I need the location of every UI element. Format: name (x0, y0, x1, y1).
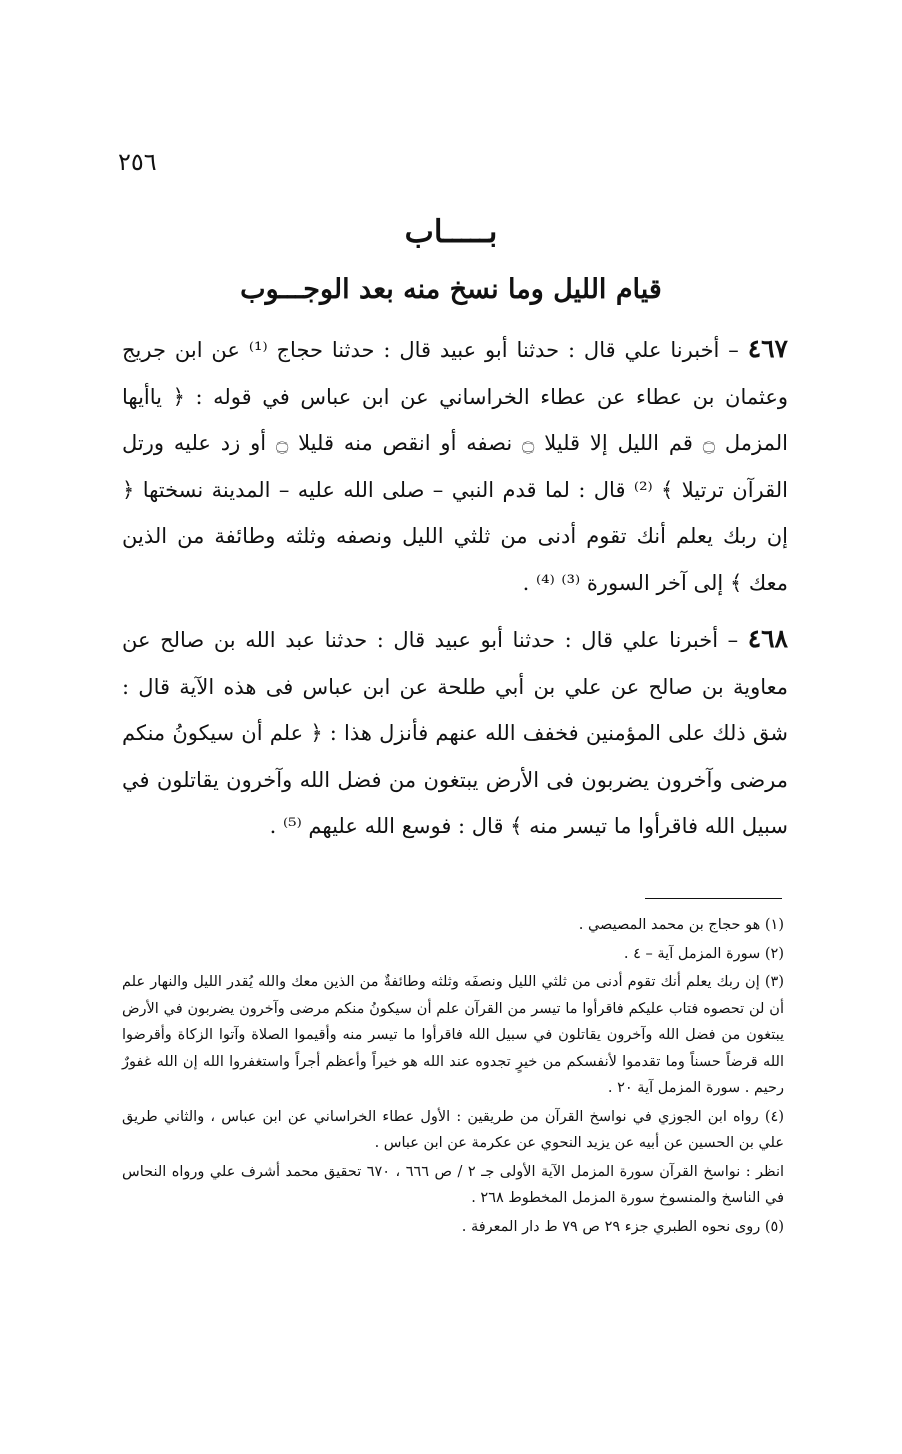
footnotes (122, 912, 784, 1242)
hadith-text: – أخبرنا علي قال : حدثنا أبو عبيد قال : حدثنا عبد الله بن صالح عن معاوية بن صالح عن علي بن أبي طلحة عن ابن عباس فى هذه الآية قال : شق ذلك على المؤمنين فخفف الله عنهم فأنزل هذا : ﴿ علم أن سيكونُ منكم مرضى وآخرون يضربون فى الأرض يبتغون من فضل الله وآخرون يقاتلون في سبيل الله فاقرأوا ما تيسر منه ﴾ قال : فوسع الله عليهم ⁽⁵⁾ . (122, 628, 788, 838)
footnote: (٥) روى نحوه الطبري جزء ٢٩ ص ٧٩ ط دار المعرفة . (461, 1218, 784, 1235)
footnote: (٢) سورة المزمل آية – ٤ . (623, 945, 784, 962)
hadith-number: ٤٦٧ (747, 334, 788, 363)
footnote: (١) هو حجاج بن محمد المصيصي . (578, 917, 784, 933)
hadith-paragraph (122, 616, 788, 850)
hadith-paragraph (122, 326, 788, 606)
chapter-title: قيام الليل وما نسخ منه بعد الوجـــوب (240, 274, 662, 305)
footnote: (٤) رواه ابن الجوزي في نواسخ القرآن من طريقين : الأول عطاء الخراساني عن ابن عباس ، والثاني طريق علي بن الحسين عن أبيه عن يزيد النحوي عن عكرمة عن ابن عباس . (122, 1108, 784, 1151)
footnote-divider (645, 898, 782, 899)
section-heading: بـــــاب (404, 214, 498, 250)
hadith-text: – أخبرنا علي قال : حدثنا أبو عبيد قال : حدثنا حجاج ⁽¹⁾ عن ابن جريج وعثمان بن عطاء عن عطاء الخراساني عن ابن عباس في قوله : ﴿ ياأيها المزمل ۝ قم الليل إلا قليلا ۝ نصفه أو انقص منه قليلا ۝ أو زد عليه ورتل القرآن ترتيلا ﴾ ⁽²⁾ قال : لما قدم النبي – صلى الله عليه – المدينة نسختها ﴿ إن ربك يعلم أنك تقوم أدنى من ثلثي الليل ونصفه وثلثه وطائفة من الذين معك ﴾ إلى آخر السورة ⁽³⁾ ⁽⁴⁾ . (122, 338, 788, 595)
footnote: انظر : نواسخ القرآن سورة المزمل الآية الأولى جـ ٢ / ص ٦٦٦ ، ٦٧٠ تحقيق محمد أشرف علي ورواه النحاس في الناسخ والمنسوخ سورة المزمل المخطوط ٢٦٨ . (122, 1163, 785, 1206)
main-text (122, 326, 788, 860)
hadith-number: ٤٦٨ (747, 624, 788, 653)
footnote: (٣) إن ربك يعلم أنك تقوم أدنى من ثلثي الليل ونصفَه وثلثه وطائفةٌ من الذين معك والله يُقدر الليل والنهار علم أن لن تحصوه فتاب عليكم فاقرأوا ما تيسر من القرآن علم أن سيكونُ منكم مرضى وآخرون يضربون في الأرض يبتغون من فضل الله وآخرون يقاتلون في سبيل الله فاقرأوا ما تيسر منه وأقيموا الصلاة وآتوا الزكاة وأقرضوا الله قرضاً حسناً وما تقدموا لأنفسكم من خيرٍ تجدوه عند الله هو خيراً وأعظم أجراً واستغفروا الله إن الله غفورٌ رحيم . سورة المزمل آية ٢٠ . (122, 974, 784, 1096)
page-number: ٢٥٦ (118, 148, 157, 176)
